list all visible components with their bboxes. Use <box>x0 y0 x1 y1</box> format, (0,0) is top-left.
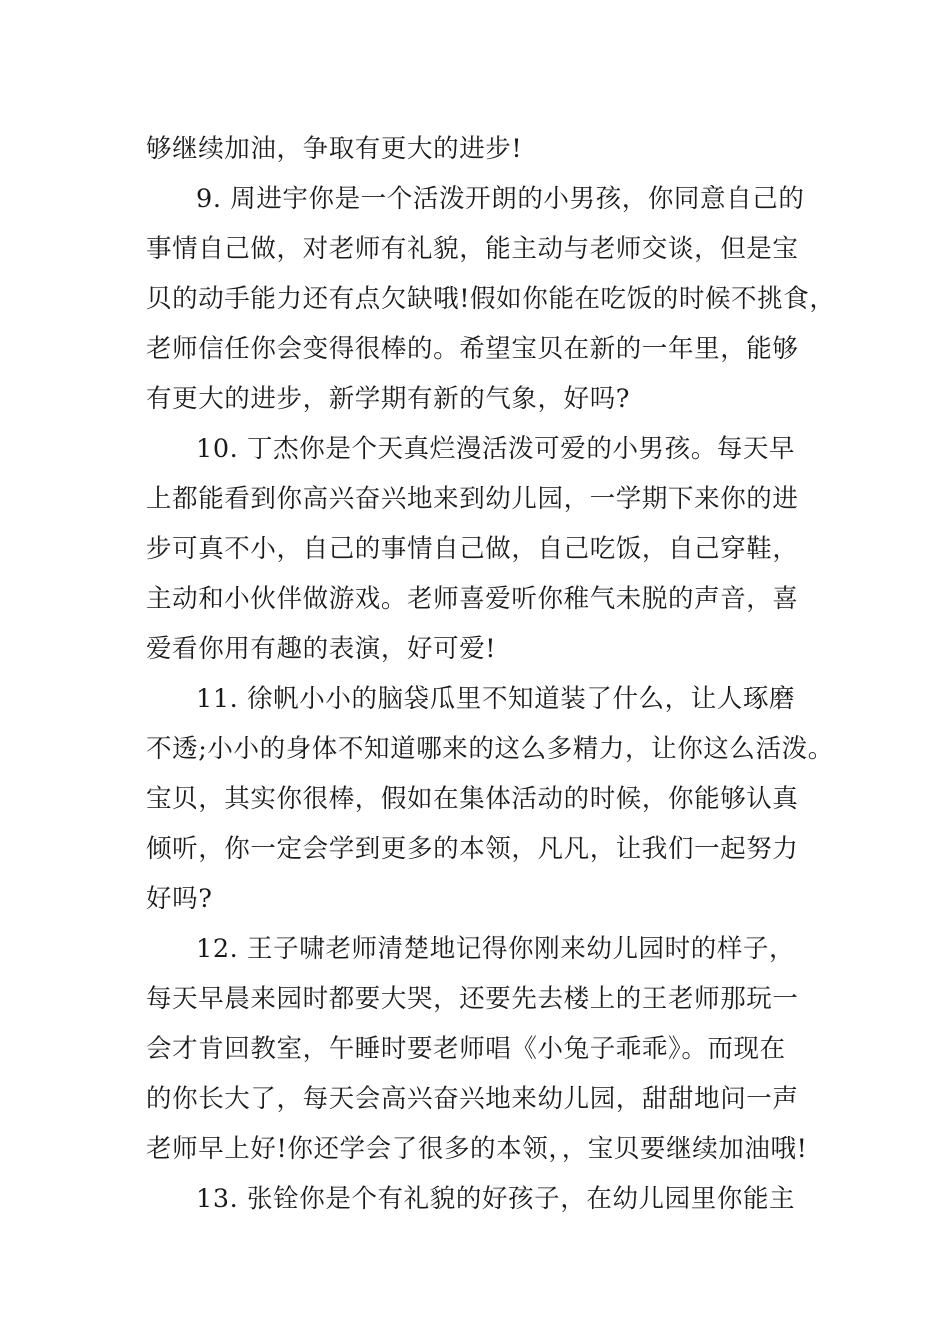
text-line: 的你长大了，每天会高兴奋兴地来幼儿园，甜甜地问一声 <box>146 1084 799 1114</box>
text-line: 宝贝，其实你很棒，假如在集体活动的时候，你能够认真 <box>146 784 799 814</box>
text-line: 老师早上好!你还学会了很多的本领，，宝贝要继续加油哦! <box>146 1134 808 1164</box>
text-line: 不透;小小的身体不知道哪来的这么多精力，让你这么活泼。 <box>146 734 834 764</box>
paragraph-9-start: 9. 周进宇你是一个活泼开朗的小男孩，你同意自己的 <box>196 184 805 214</box>
text-line: 会才肯回教室，午睡时要老师唱《小兔子乖乖》。而现在 <box>146 1034 786 1064</box>
text-line: 爱看你用有趣的表演，好可爱! <box>146 634 497 664</box>
text-line: 有更大的进步，新学期有新的气象，好吗? <box>146 384 631 414</box>
paragraph-12-start: 12. 王子啸老师清楚地记得你刚来幼儿园时的样子， <box>196 934 796 964</box>
text-line: 步可真不小，自己的事情自己做，自己吃饭，自己穿鞋， <box>146 534 799 564</box>
paragraph-10-start: 10. 丁杰你是个天真烂漫活泼可爱的小男孩。每天早 <box>196 434 796 464</box>
text-line: 老师信任你会变得很棒的。希望宝贝在新的一年里，能够 <box>146 334 799 364</box>
text-line: 贝的动手能力还有点欠缺哦!假如你能在吃饭的时候不挑食， <box>146 284 836 314</box>
paragraph-13-start: 13. 张铨你是个有礼貌的好孩子，在幼儿园里你能主 <box>196 1184 796 1214</box>
paragraph-11-start: 11. 徐帆小小的脑袋瓜里不知道装了什么，让人琢磨 <box>196 684 796 714</box>
text-line: 好吗? <box>146 884 213 914</box>
text-line: 每天早晨来园时都要大哭，还要先去楼上的王老师那玩一 <box>146 984 799 1014</box>
text-line: 主动和小伙伴做游戏。老师喜爱听你稚气未脱的声音，喜 <box>146 584 799 614</box>
text-line: 事情自己做，对老师有礼貌，能主动与老师交谈，但是宝 <box>146 234 799 264</box>
text-line: 够继续加油，争取有更大的进步! <box>146 134 523 164</box>
text-line: 上都能看到你高兴奋兴地来到幼儿园，一学期下来你的进 <box>146 484 799 514</box>
text-line: 倾听，你一定会学到更多的本领，凡凡，让我们一起努力 <box>146 834 799 864</box>
